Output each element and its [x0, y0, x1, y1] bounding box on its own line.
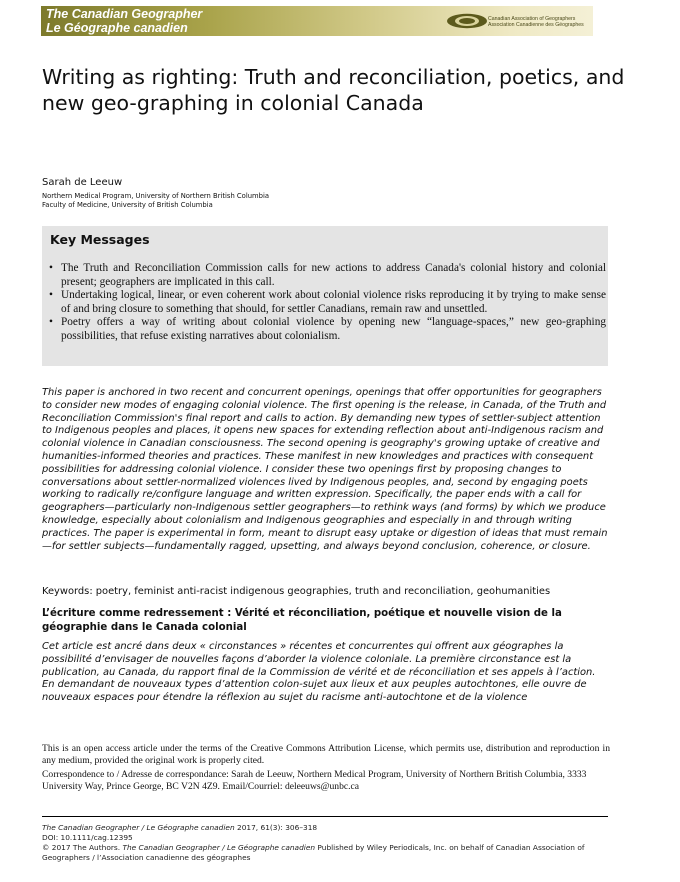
key-message-text: Poetry offers a way of writing about colonial violence by opening new “language-spaces,” new geo-graphing possibilities, that refuse existing narratives about colonialism. [61, 316, 606, 342]
key-message-item [42, 289, 608, 316]
article-title: Writing as righting: Truth and reconciliation, poetics, and new geo-graphing in colonial Canada [42, 65, 625, 115]
bullet-icon: • [49, 316, 53, 328]
doi-line: DOI: 10.1111/cag.12395 [42, 833, 133, 842]
key-messages-heading: Key Messages [50, 232, 150, 247]
author-affiliation: Northern Medical Program, University of Northern British Columbia [42, 192, 270, 200]
copyright-prefix: © 2017 The Authors. [42, 843, 123, 852]
footer [42, 823, 610, 863]
journal-title-en: The Canadian Geographer [46, 7, 203, 21]
author-name: Sarah de Leeuw [42, 177, 123, 188]
bullet-icon: • [49, 289, 53, 301]
citation-line [42, 823, 610, 833]
bullet-icon: • [49, 262, 53, 274]
license-note: This is an open access article under the terms of the Creative Commons Attribution License, which permits use, distribution and reproduction in any medium, provided the original work is properly cited. [42, 743, 610, 766]
key-message-item [42, 316, 608, 343]
association-name [488, 16, 584, 28]
key-message-text: The Truth and Reconciliation Commission calls for new actions to address Canada's colonial history and colonial present; geographers are implicated in this call. [61, 262, 606, 288]
citation-details: 2017, 61(3): 306–318 [234, 823, 318, 832]
citation-journal: The Canadian Geographer / Le Géographe canadien [42, 823, 235, 832]
cag-logo-icon [446, 13, 488, 29]
key-messages-list [42, 262, 608, 343]
abstract-english: This paper is anchored in two recent and concurrent openings, openings that offer opportunities for geographers to consider new modes of engaging colonial violence. The first opening is the release, in Canada, of the Truth and Reconciliation Commission's final report and calls to action. By demanding new types of settler-subject attention to Indigenous peoples and places, it opens new spaces for extending reflection about anti-Indigenous racism and colonial violence in Canadian consciousness. The second opening is geography's growing uptake of creative and humanities-informed theories and practices. These manifest in new knowledges and practices with consequent possibilities for addressing colonial violence. I consider these two openings first by proposing changes to conversations about settler-normalized violences lived by Indigenous peoples, and, second by engaging poets working to radically re/configure language and written expression. Specifically, the paper ends with a call for geographers—particularly non-Indigenous settler geographers—to rethink ways (and forms) by which we produce knowledge, especially about colonialism and Indigenous geographies and especially in and through writing practices. The paper is experimental in form, meant to disrupt easy uptake or digestion of ideas that must remain—for settler subjects—fundamentally ragged, upsetting, and always beyond conclusion, coherence, or closure. [42, 387, 608, 552]
journal-title [46, 7, 202, 35]
abstract-french: Cet article est ancré dans deux « circonstances » récentes et concurrentes qui offrent aux géographes la possibilité d’envisager de nouvelles façons d’aborder la violence coloniale. La première circonstance est la publication, au Canada, du rapport final de la Commission de vérité et de réconciliation et ses appels à l’action. En demandant de nouveaux types d’attention colon-sujet aux lieux et aux peuples autochtones, elle ouvre de nouveaux espaces pour étendre la réflexion au sujet du racisme anti-autochtone et de la violence [42, 641, 596, 704]
association-name-en: Canadian Association of Geographers [488, 16, 576, 22]
copyright-publisher: Published by Wiley Periodicals, Inc. on behalf of Canadian Association of [315, 843, 585, 852]
french-title: L’écriture comme redressement : Vérité et réconciliation, poétique et nouvelle vision de la géographie dans le Canada colonial [42, 608, 562, 633]
key-messages-box [42, 226, 608, 366]
copyright-journal: The Canadian Geographer / Le Géographe canadien [122, 843, 316, 852]
copyright-line [42, 843, 610, 853]
footer-divider [42, 816, 608, 817]
author-affiliation: Faculty of Medicine, University of British Columbia [42, 201, 213, 209]
keywords: Keywords: poetry, feminist anti-racist indigenous geographies, truth and reconciliation, geohumanities [42, 586, 551, 597]
key-message-text: Undertaking logical, linear, or even coherent work about colonial violence risks reproducing it by trying to make sense of and bring closure to something that should, for settler Canadians, remain raw and unsettled. [61, 289, 606, 315]
copyright-line-2: Geographers / l’Association canadienne des géographes [42, 853, 251, 862]
key-message-item [42, 262, 608, 289]
association-name-fr: Association Canadienne des Géographes [488, 22, 584, 28]
journal-banner [41, 6, 593, 36]
journal-title-fr: Le Géographe canadien [46, 21, 188, 35]
correspondence-note: Correspondence to / Adresse de correspondance: Sarah de Leeuw, Northern Medical Program, University of Northern British Columbia, 3333 University Way, Prince George, BC V2N 4Z9. Email/Courriel: deleeuws@unbc.ca [42, 769, 587, 792]
